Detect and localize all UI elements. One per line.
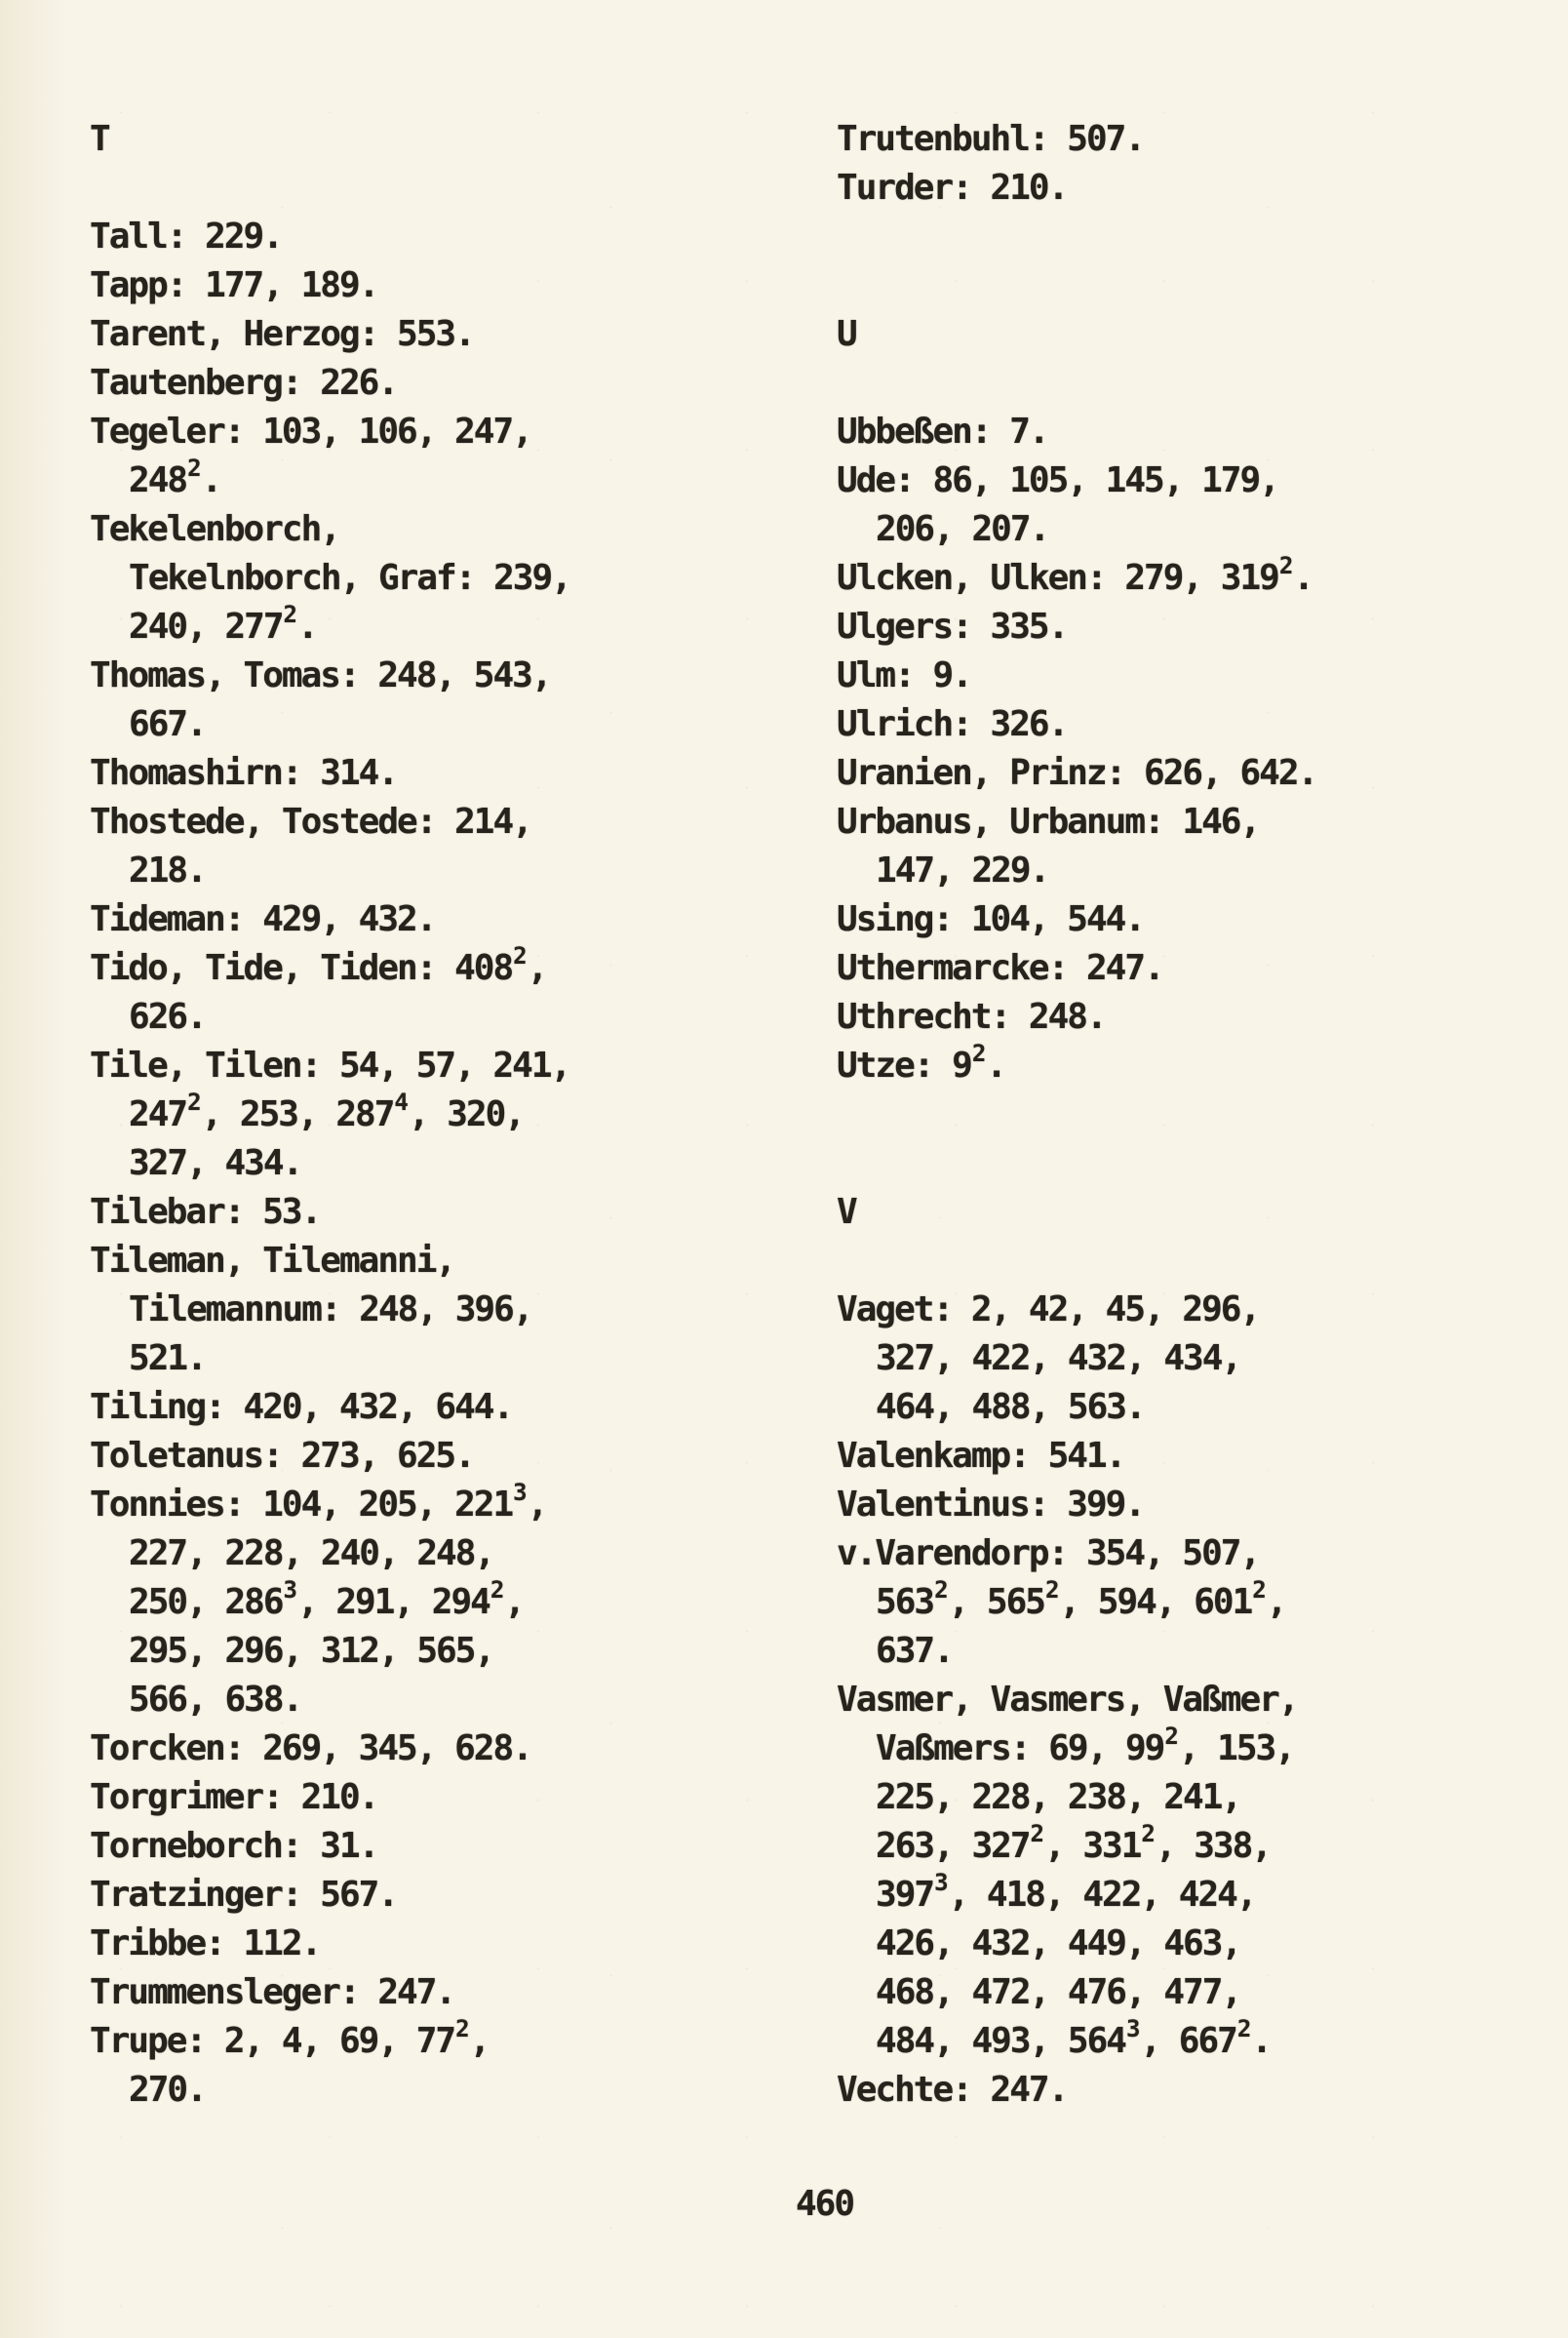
superscript-occurrence-count: 2 — [1044, 1576, 1059, 1604]
index-continuation-line: 327, 434. — [129, 1143, 302, 1183]
section-header: V — [837, 1192, 856, 1232]
index-continuation-line: Tilemannum: 248, 396, — [129, 1289, 532, 1329]
index-entry-line: Tautenberg: 226. — [90, 363, 397, 403]
index-continuation-line: Vaßmers: 69, $99^2$, 153, — [876, 1723, 1294, 1768]
index-continuation-line: 327, 422, 432, 434, — [876, 1338, 1241, 1378]
superscript-occurrence-count: 2 — [187, 455, 201, 482]
index-entry-line: Tonnies: 104, 205, $221^3$, — [90, 1479, 547, 1525]
index-entry-line: Uthrecht: 248. — [837, 997, 1106, 1037]
index-entry-line: v.Varendorp: 354, 507, — [837, 1533, 1260, 1573]
superscript-occurrence-count: 2 — [1278, 552, 1293, 579]
superscript-occurrence-count: 2 — [1030, 1820, 1043, 1847]
index-entry-line: Trupe: 2, 4, 69, $77^2$, — [90, 2015, 490, 2061]
index-entry-line: Tratzinger: 567. — [90, 1875, 397, 1915]
superscript-occurrence-count: 3 — [1125, 2015, 1140, 2042]
superscript-occurrence-count: 2 — [490, 1576, 504, 1604]
superscript-occurrence-count: 3 — [283, 1576, 296, 1604]
index-entry-line: Tiling: 420, 432, 644. — [90, 1387, 513, 1427]
blank-line — [837, 359, 1316, 408]
index-entry-line: Vaget: 2, 42, 45, 296, — [837, 1289, 1260, 1329]
superscript-occurrence-count: 2 — [971, 1040, 986, 1067]
index-entry-line: Ubbeßen: 7. — [837, 412, 1048, 452]
index-entry-line: Valentinus: 399. — [837, 1485, 1144, 1525]
index-entry-line: Tribbe: 112. — [90, 1923, 321, 1963]
index-entry-line: Tilebar: 53. — [90, 1192, 321, 1232]
index-continuation-line: 263, $327^2$, $331^2$, 338, — [876, 1820, 1271, 1866]
index-continuation-line: 468, 472, 476, 477, — [876, 1972, 1241, 2012]
index-entry-line: Ulm: 9. — [837, 655, 971, 695]
index-entry-line: Vasmer, Vasmers, Vaßmer, — [837, 1680, 1298, 1720]
index-continuation-line: 227, 228, 240, 248, — [129, 1533, 494, 1573]
index-continuation-line: 240, $277^2$. — [129, 601, 317, 647]
superscript-occurrence-count: 2 — [1236, 2015, 1251, 2042]
index-entry-line: Ulcken, Ulken: 279, $319^2$. — [837, 552, 1313, 598]
superscript-occurrence-count: 2 — [1164, 1723, 1178, 1750]
blank-line — [837, 1237, 1316, 1286]
index-entry-line: Tideman: 429, 432. — [90, 899, 436, 939]
section-header: T — [90, 119, 109, 159]
index-entry-line: Thomashirn: 314. — [90, 753, 397, 793]
index-continuation-line: 521. — [129, 1338, 206, 1378]
index-continuation-line: 667. — [129, 704, 206, 744]
superscript-occurrence-count: 2 — [934, 1576, 948, 1604]
index-entry-line: Tileman, Tilemanni, — [90, 1241, 455, 1281]
index-entry-line: Tido, Tide, Tiden: $408^2$, — [90, 942, 547, 988]
index-entry-line: Torgrimer: 210. — [90, 1777, 378, 1817]
superscript-occurrence-count: 3 — [513, 1479, 527, 1506]
index-continuation-line: $397^3$, 418, 422, 424, — [876, 1869, 1256, 1915]
index-entry-line: Using: 104, 544. — [837, 899, 1144, 939]
index-continuation-line: $563^2$, $565^2$, 594, $601^2$, — [876, 1576, 1286, 1622]
blank-line — [837, 1139, 1316, 1188]
superscript-occurrence-count: 2 — [455, 2015, 469, 2042]
index-column-left — [90, 115, 570, 2115]
index-continuation-line: 270. — [129, 2070, 206, 2110]
index-entry-line: Vechte: 247. — [837, 2070, 1068, 2110]
index-entry-line: Torneborch: 31. — [90, 1826, 378, 1866]
index-entry-line: Uthermarcke: 247. — [837, 948, 1163, 988]
index-continuation-line: 147, 229. — [876, 851, 1049, 891]
section-header: U — [837, 314, 856, 354]
index-continuation-line: 295, 296, 312, 565, — [129, 1631, 494, 1671]
superscript-occurrence-count: 4 — [394, 1089, 408, 1116]
index-entry-line: Ulrich: 326. — [837, 704, 1068, 744]
index-continuation-line: 637. — [876, 1631, 953, 1671]
blank-line — [837, 213, 1316, 261]
index-entry-line: Tile, Tilen: 54, 57, 241, — [90, 1046, 570, 1086]
index-continuation-line: 566, 638. — [129, 1680, 302, 1720]
index-entry-line: Uranien, Prinz: 626, 642. — [837, 753, 1317, 793]
index-entry-line: Tall: 229. — [90, 217, 282, 257]
index-continuation-line: 426, 432, 449, 463, — [876, 1923, 1241, 1963]
index-continuation-line: 225, 228, 238, 241, — [876, 1777, 1241, 1817]
superscript-occurrence-count: 2 — [283, 601, 296, 628]
index-continuation-line: 206, 207. — [876, 509, 1049, 549]
superscript-occurrence-count: 2 — [187, 1089, 201, 1116]
page-number: 460 — [796, 2184, 854, 2224]
index-entry-line: Valenkamp: 541. — [837, 1436, 1125, 1476]
index-column-right — [837, 115, 1316, 2115]
superscript-occurrence-count: 2 — [1252, 1576, 1266, 1604]
index-entry-line: Tapp: 177, 189. — [90, 265, 378, 305]
index-continuation-line: $247^2$, 253, $287^4$, 320, — [129, 1089, 524, 1134]
index-continuation-line: $248^2$. — [129, 455, 221, 500]
blank-line — [837, 1090, 1316, 1139]
superscript-occurrence-count: 2 — [513, 942, 527, 970]
index-entry-line: Trummensleger: 247. — [90, 1972, 455, 2012]
index-entry-line: Torcken: 269, 345, 628. — [90, 1728, 531, 1768]
index-continuation-line: Tekelnborch, Graf: 239, — [129, 558, 570, 598]
index-entry-line: Trutenbuhl: 507. — [837, 119, 1144, 159]
blank-line — [837, 261, 1316, 310]
index-entry-line: Thomas, Tomas: 248, 543, — [90, 655, 551, 695]
index-entry-line: Ulgers: 335. — [837, 607, 1068, 647]
superscript-occurrence-count: 3 — [934, 1869, 948, 1896]
index-entry-line: Tegeler: 103, 106, 247, — [90, 412, 531, 452]
index-entry-line: Toletanus: 273, 625. — [90, 1436, 474, 1476]
index-entry-line: Tarent, Herzog: 553. — [90, 314, 474, 354]
index-continuation-line: 626. — [129, 997, 206, 1037]
index-entry-line: Urbanus, Urbanum: 146, — [837, 802, 1260, 842]
index-entry-line: Utze: $9^2$. — [837, 1040, 1005, 1086]
blank-line — [90, 164, 570, 213]
index-continuation-line: 484, 493, $564^3$, $667^2$. — [876, 2015, 1271, 2061]
index-entry-line: Tekelenborch, — [90, 509, 339, 549]
index-continuation-line: 250, $286^3$, 291, $294^2$, — [129, 1576, 524, 1622]
index-entry-line: Ude: 86, 105, 145, 179, — [837, 460, 1278, 500]
index-entry-line: Thostede, Tostede: 214, — [90, 802, 531, 842]
index-entry-line: Turder: 210. — [837, 168, 1068, 208]
index-continuation-line: 464, 488, 563. — [876, 1387, 1145, 1427]
superscript-occurrence-count: 2 — [1141, 1820, 1155, 1847]
index-continuation-line: 218. — [129, 851, 206, 891]
